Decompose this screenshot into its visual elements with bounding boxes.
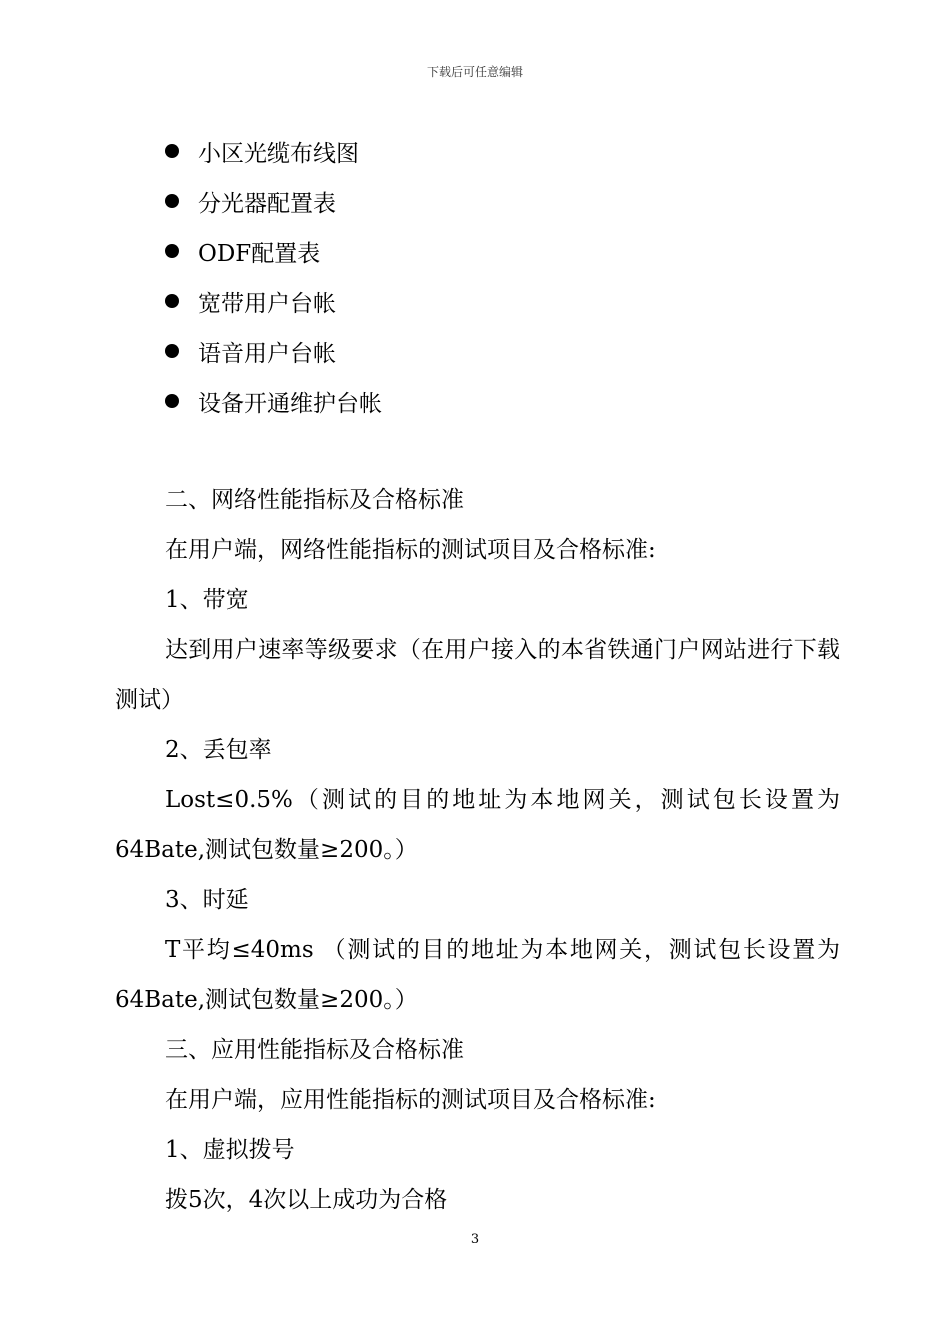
subheading-bandwidth: 1、带宽 [165,587,249,613]
list-item-text: 语音用户台帐 [198,340,336,367]
section-heading-network: 二、网络性能指标及合格标准 [165,487,464,513]
paragraph: T平均≤40ms （测试的目的地址为本地网关，测试包长设置为64Bate,测试包数量≥200。） [115,937,840,1013]
list-item-text: 设备开通维护台帐 [198,390,382,417]
list-item [165,126,382,176]
list-item-text: 宽带用户台帐 [198,290,336,317]
subheading-latency: 3、时延 [165,887,249,913]
paragraph: 拨5次，4次以上成功为合格 [165,1187,448,1213]
list-item [165,276,382,326]
bullet-dot-icon [165,394,179,408]
bullet-dot-icon [165,244,179,258]
list-item-text: ODF配置表 [198,240,321,267]
paragraph: Lost≤0.5%（测试的目的地址为本地网关，测试包长设置为64Bate,测试包数量≥200。） [115,787,840,863]
paragraph: 达到用户速率等级要求（在用户接入的本省铁通门户网站进行下载测试） [115,637,840,713]
bullet-dot-icon [165,344,179,358]
list-item [165,376,382,426]
subheading-packet-loss: 2、丢包率 [165,737,272,763]
paragraph: 在用户端，网络性能指标的测试项目及合格标准: [165,537,656,563]
bullet-dot-icon [165,144,179,158]
list-item-text: 小区光缆布线图 [198,140,359,167]
paragraph: 在用户端，应用性能指标的测试项目及合格标准: [165,1087,656,1113]
page-header: 下载后可任意编辑 [426,65,523,79]
list-item [165,326,382,376]
deliverables-bullet-list [165,126,382,426]
page-number: 3 [470,1232,480,1247]
section-heading-application: 三、应用性能指标及合格标准 [165,1037,464,1063]
bullet-dot-icon [165,294,179,308]
bullet-dot-icon [165,194,179,208]
subheading-virtual-dial: 1、虚拟拨号 [165,1137,295,1163]
list-item-text: 分光器配置表 [198,190,336,217]
document-body [115,475,840,1225]
list-item [165,226,382,276]
list-item [165,176,382,226]
